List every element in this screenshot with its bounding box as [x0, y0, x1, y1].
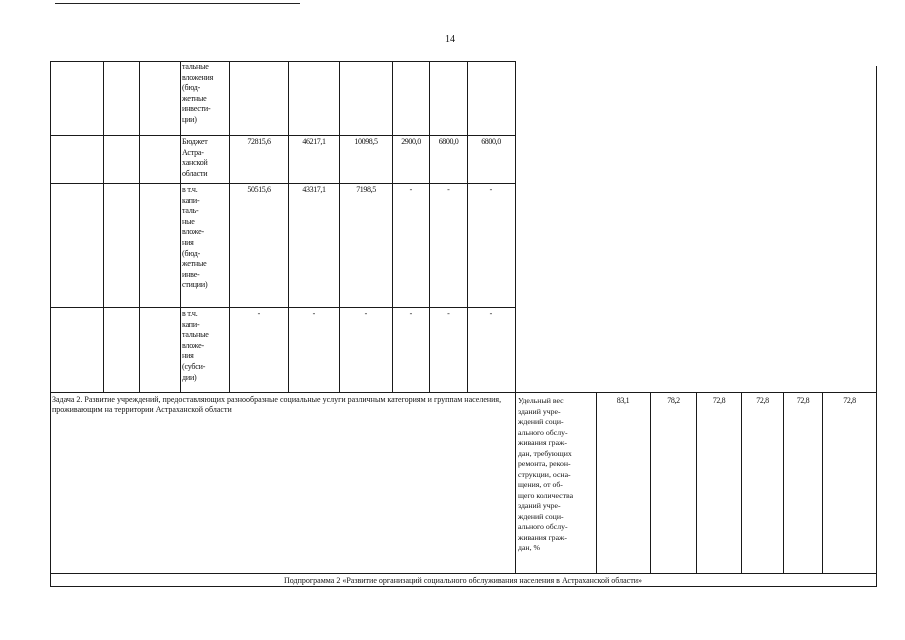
table-cell: -: [447, 309, 450, 318]
table-cell: 10098,5: [354, 137, 378, 146]
header-rule: [55, 3, 300, 4]
indicator-value: 72,8: [756, 396, 769, 405]
grid-line: [876, 392, 877, 587]
grid-line: [180, 61, 181, 392]
row-label: Бюджет Астра- ханской области: [182, 137, 208, 178]
row-label: в т.ч. капи- таль- ные вложе- ния (бюд- жетные инве- стиции): [182, 185, 208, 290]
indicator-value: 72,8: [712, 396, 726, 405]
indicator-value: 72,8: [796, 396, 810, 405]
table-cell: -: [489, 185, 493, 194]
grid-line: [50, 573, 877, 574]
grid-line: [50, 392, 877, 393]
indicator-value: 78,2: [667, 396, 680, 405]
grid-line: [339, 61, 340, 392]
table-cell: -: [257, 309, 261, 318]
grid-line: [288, 61, 289, 392]
grid-line: [596, 392, 597, 574]
grid-line: [103, 61, 104, 392]
row-label: в т.ч. капи- тальные вложе- ния (субси- дии): [182, 309, 209, 382]
indicator-value: 83,1: [616, 396, 630, 405]
table-cell: 50515,6: [247, 185, 271, 194]
grid-line: [783, 392, 784, 574]
table-cell: -: [447, 185, 450, 194]
grid-line: [50, 61, 516, 62]
grid-line: [876, 66, 877, 392]
table-cell: -: [409, 185, 413, 194]
grid-line: [467, 61, 468, 392]
subprogram-title: Подпрограмма 2 «Развитие организаций социального обслуживания населения в Астраханской области»: [283, 576, 642, 585]
table-cell: -: [489, 309, 493, 318]
grid-line: [139, 61, 140, 392]
grid-line: [50, 61, 51, 392]
table-cell: 43317,1: [302, 185, 326, 194]
grid-line: [50, 135, 516, 136]
table-cell: 46217,1: [302, 137, 326, 146]
grid-line: [515, 392, 516, 574]
page-number: 14: [445, 34, 455, 45]
grid-line: [50, 183, 516, 184]
indicator-label: Удельный вес зданий учре- ждений соци- ального обслу- живания граж- дан, требующих ремонта, рекон- струкции, осна- щения, от об- щего количества зданий учре- ждений соци- ального обслу- живания граж- дан, %: [518, 396, 574, 552]
grid-line: [392, 61, 393, 392]
table-cell: 6800,0: [481, 137, 501, 146]
table-cell: -: [409, 309, 413, 318]
grid-line: [515, 61, 516, 392]
table-cell: 6800,0: [438, 137, 459, 146]
grid-line: [429, 61, 430, 392]
table-cell: 72815,6: [247, 137, 271, 146]
table-cell: -: [312, 309, 316, 318]
grid-line: [50, 392, 51, 587]
grid-line: [50, 586, 877, 587]
row-label: тальные вложения (бюд- жетные инвести- ции): [182, 62, 214, 124]
table-cell: 7198,5: [356, 185, 376, 194]
grid-line: [741, 392, 742, 574]
table-cell: -: [364, 309, 368, 318]
task-description: Задача 2. Развитие учреждений, предоставляющих разнообразные социальные услуги различным категориям и группам населения, проживающим на территории Астраханской области: [52, 395, 502, 414]
grid-line: [50, 307, 516, 308]
grid-line: [696, 392, 697, 574]
grid-line: [822, 392, 823, 574]
table-cell: 2900,0: [401, 137, 421, 146]
indicator-value: 72,8: [843, 396, 856, 405]
grid-line: [650, 392, 651, 574]
